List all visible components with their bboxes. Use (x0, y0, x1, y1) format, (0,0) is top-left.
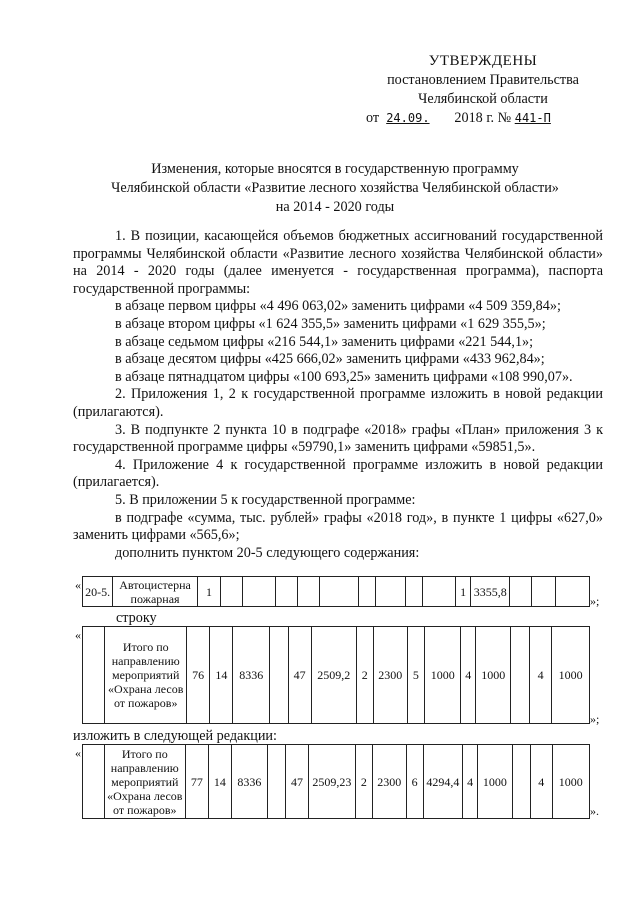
paragraph-1d: в абзаце десятом цифры «425 666,02» заменить цифрами «433 962,84»; (115, 351, 545, 368)
table-cell (405, 577, 422, 607)
table-cell (512, 745, 530, 819)
handwritten-number: 441-П (514, 111, 551, 125)
document-title (70, 160, 600, 217)
open-quote-3: « (75, 746, 81, 760)
title-line1: Изменения, которые вносятся в государственную программу (151, 161, 519, 177)
table-cell: 6 (406, 745, 423, 819)
table-cell: 14 (210, 627, 233, 724)
table-cell: 8336 (233, 627, 269, 724)
table-cell: 1000 (552, 745, 589, 819)
label-stroku: строку (116, 610, 157, 626)
table-cell (319, 577, 358, 607)
paragraph-1c: в абзаце седьмом цифры «216 544,1» заменить цифрами «221 544,1»; (115, 333, 534, 350)
table-cell: 1000 (424, 627, 460, 724)
table-cell: 47 (286, 745, 309, 819)
table-cell: 4 (530, 745, 552, 819)
table-cell: 2300 (373, 627, 407, 724)
table-cell: 8336 (231, 745, 267, 819)
table-cell (267, 745, 285, 819)
table-cell: 20-5. (83, 577, 113, 607)
approval-line1: постановлением Правительства (387, 72, 579, 88)
paragraph-2: 2. Приложения 1, 2 к государственной программе изложить в новой редакции (прилагаются). (73, 386, 603, 420)
approval-dateline (358, 109, 608, 128)
open-quote-2: « (75, 628, 81, 642)
title-line2: Челябинской области «Развитие лесного хозяйства Челябинской области» (111, 180, 559, 196)
paragraph-4: 4. Приложение 4 к государственной программе изложить в новой редакции (прилагается). (73, 456, 603, 491)
table-cell: 2 (356, 627, 373, 724)
end-period: ». (590, 804, 599, 818)
title-line3: на 2014 - 2020 годы (275, 199, 395, 215)
document-body (73, 228, 603, 562)
table-cell (358, 577, 375, 607)
paragraph-1e: в абзаце пятнадцатом цифры «100 693,25» заменить цифрами «108 990,07». (115, 368, 573, 385)
table-cell (510, 577, 532, 607)
table-cell: 47 (288, 627, 311, 724)
table-cell: 1000 (476, 627, 511, 724)
end-semicolon-2: »; (590, 712, 600, 726)
table-cell (243, 577, 276, 607)
table-cell (532, 577, 556, 607)
table-cell: 2509,2 (311, 627, 356, 724)
label-izlozhit: изложить в следующей редакции: (73, 728, 277, 744)
paragraph-5a: в подграфе «сумма, тыс. рублей» графы «2018 год», в пункте 1 цифры «627,0» заменить цифрами «565,6»; (73, 509, 603, 544)
end-semicolon-1: »; (590, 594, 600, 608)
approval-title: УТВЕРЖДЕНЫ (428, 53, 538, 69)
table-new-total (82, 744, 590, 819)
table-cell (376, 577, 406, 607)
table-cell: 77 (185, 745, 208, 819)
table-cell (269, 627, 288, 724)
table-cell: 1000 (477, 745, 512, 819)
table-cell (423, 577, 456, 607)
table-cell: 4 (463, 745, 478, 819)
table-cell: 2300 (372, 745, 406, 819)
table-cell: 14 (208, 745, 231, 819)
paragraph-5: 5. В приложении 5 к государственной программе: (115, 491, 416, 508)
handwritten-date: 24.09. (386, 111, 430, 125)
table-cell: 3355,8 (471, 577, 510, 607)
table-cell: 76 (187, 627, 210, 724)
table-cell: 2509,23 (308, 745, 355, 819)
table-cell (83, 627, 105, 724)
table-cell: Итого по направлению мероприятий «Охрана лесов от пожаров» (105, 627, 187, 724)
table-cell (275, 577, 297, 607)
table-cell: 1 (197, 577, 220, 607)
table-row (83, 627, 590, 724)
table-row (83, 745, 590, 819)
table-cell: 5 (407, 627, 424, 724)
table-cell: Итого по направлению мероприятий «Охрана лесов от пожаров» (104, 745, 185, 819)
open-quote-1: « (75, 578, 81, 592)
paragraph-3: 3. В подпункте 2 пункта 10 в подграфе «2018» графы «План» приложения 3 к государственной программе цифры «59790,1» заменить цифрами «59851,5». (73, 421, 603, 456)
date-year: 2018 г. № (454, 110, 512, 126)
table-old-total (82, 626, 590, 724)
table-new-row (82, 576, 590, 607)
paragraph-1: 1. В позиции, касающейся объемов бюджетных ассигнований государственной программы Челябинской области «Развитие лесного хозяйства Челябинской области» на 2014 - 2020 годы (далее именуется - государственная программа), паспорта государственной программы: (73, 228, 603, 297)
approval-block (358, 52, 608, 128)
table-cell: 1 (455, 577, 471, 607)
table-cell (297, 577, 319, 607)
table-cell: 4 (461, 627, 476, 724)
paragraph-1b: в абзаце втором цифры «1 624 355,5» заменить цифрами «1 629 355,5»; (115, 315, 546, 332)
paragraph-5b: дополнить пунктом 20-5 следующего содержания: (115, 544, 420, 561)
table-row (83, 577, 590, 607)
table-cell (511, 627, 530, 724)
approval-line2: Челябинской области (418, 91, 548, 107)
table-cell: 1000 (552, 627, 590, 724)
table-cell (83, 745, 105, 819)
table-cell (555, 577, 589, 607)
paragraph-1a: в абзаце первом цифры «4 496 063,02» заменить цифрами «4 509 359,84»; (115, 298, 561, 315)
table-cell: 4 (530, 627, 552, 724)
table-cell: Автоцистерна пожарная (113, 577, 198, 607)
table-cell: 2 (355, 745, 372, 819)
date-prefix: от (366, 110, 380, 126)
table-cell: 4294,4 (423, 745, 463, 819)
table-cell (221, 577, 243, 607)
